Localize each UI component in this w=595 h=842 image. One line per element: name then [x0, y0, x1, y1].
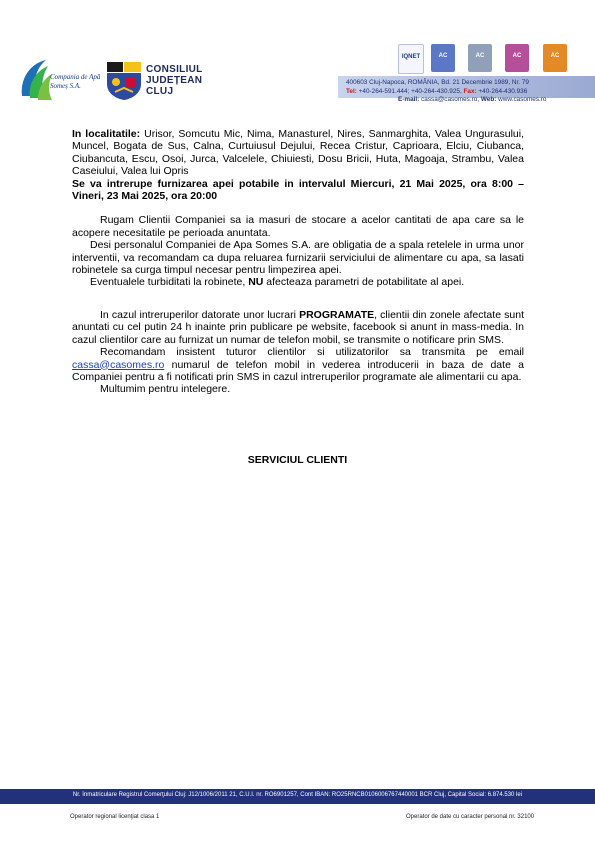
localities-label: In localitatile: [72, 128, 141, 140]
turbidity-text-b: afecteaza parametri de potabilitate al apei. [266, 276, 465, 289]
council-line2: JUDEȚEAN [146, 75, 203, 86]
turbidity-text-a: Eventualele turbiditati la robinete, [90, 276, 246, 289]
company-logo-text [50, 73, 100, 91]
tel-label: Tel: [346, 87, 357, 95]
thanks-line: Multumim pentru intelegere. [100, 383, 231, 396]
contact-info [346, 79, 546, 105]
cert-ac-badge-4 [543, 44, 567, 72]
tel-value: +40-264-591.444; +40-264-430.925, [358, 87, 462, 95]
programmed-text-b: , clientii din zonele afectate sunt anuntati cu cel putin 24 h inainte prin publicare pe website, facebook si anunt in mass-media. In cazul clientilor care au furnizat un numar de telefon mobil, se transmite o notificare prin SMS. [72, 308, 524, 346]
sms-paragraph [72, 346, 524, 383]
fax-label: Fax: [463, 87, 477, 95]
footer-right-note: Operator de date cu caracter personal nr. 32100 [406, 814, 535, 820]
county-crest [107, 62, 141, 100]
cert-iqnet-badge [398, 44, 424, 74]
phone-line [346, 88, 546, 97]
fax-value: +40-264-430.936 [478, 87, 528, 95]
footer-registry: Nr. înmatriculare Registrul Comerţului Cluj: J12/1006/2011 21, C.U.I. nr. RO6901257, Cont IBAN: RO25RNCB0106006767440001 BCR Cluj, Capital Social: 6.874.530 lei [72, 792, 523, 798]
cert-label: AC [550, 53, 560, 59]
email-line [346, 96, 546, 105]
interruption-notice: Se va intrerupe furnizarea apei potabile in intervalul Miercuri, 21 Mai 2025, ora 8:00 – Vineri, 23 Mai 2025, ora 20:00 [72, 177, 524, 203]
address: 400603 Cluj-Napoca, ROMÂNIA, Bd. 21 Decembrie 1989, Nr. 79 [346, 79, 529, 86]
email-value[interactable]: cassa@casomes.ro, [421, 96, 480, 104]
footer-left-note: Operator regional licenţiat clasa 1 [70, 814, 160, 820]
company-logo-line2: Someș S.A. [50, 82, 81, 90]
email-label: E-mail: [398, 96, 420, 104]
cert-ac-badge-1 [431, 44, 455, 72]
web-label: Web: [480, 96, 497, 104]
programmed-text-a: In cazul intreruperilor datorate unor lucrari [100, 308, 296, 321]
cert-label: AC [475, 53, 485, 59]
council-line1: CONSILIUL [146, 64, 203, 75]
web-value[interactable]: www.casomes.ro [498, 96, 547, 104]
localities-list: Urisor, Somcutu Mic, Nima, Manasturel, Nires, Sanmarghita, Valea Ungurasului, Muncel, Bogata de Sus, Calna, Curtuiusul Dejului, Recea Cristur, Caprioara, Elciu, Ciubanca, Ciubancuta, Escu, Osoi, Jurca, Valcelele, Chiuiesti, Dosu Bricii, Huta, Magoaja, Strambu, Valea Caseiului, Valea lui Opris [72, 128, 524, 178]
email-link[interactable]: cassa@casomes.ro [72, 358, 165, 371]
cert-label: AC [512, 53, 522, 59]
sms-text-a: Recomandam insistent tuturor clientilor si utilizatorilor sa transmita pe email [100, 346, 524, 359]
turbidity-nu: NU [248, 276, 264, 289]
cert-label: AC [438, 53, 448, 59]
programmed-keyword: PROGRAMATE [299, 308, 375, 321]
storage-paragraph: Rugam Clientii Companiei sa ia masuri de stocare a acelor cantitati de apa care sa le acopere necesitatile pe perioada anuntata. [72, 214, 524, 239]
signature: SERVICIUL CLIENTI [247, 454, 348, 466]
notice-body [72, 128, 524, 396]
flushing-paragraph: Desi personalul Companiei de Apa Somes S.A. are obligatia de a spala retelele in urma unor interventii, va recomandam ca dupa reluarea furnizarii serviciului de alimentare cu apa, sa lasati robinetele sa curga timpul necesar pentru limpezirea apei. [72, 239, 524, 277]
programmed-paragraph [72, 309, 524, 346]
cert-label: IQNET [401, 54, 421, 60]
council-line3: CLUJ [146, 86, 174, 97]
sms-text-b: numarul de telefon mobil in vederea introducerii in baza de date a Companiei pentru a fi notificati prin SMS in cazul intreruperilor programate ale alimentarii cu apa. [72, 358, 524, 383]
turbidity-paragraph [72, 276, 524, 288]
cert-ac-badge-2 [468, 44, 492, 72]
cert-ac-badge-3 [505, 44, 529, 72]
county-council-name [146, 64, 203, 97]
localities-paragraph [72, 128, 524, 178]
company-logo-line1: Compania de Apă [50, 73, 101, 81]
